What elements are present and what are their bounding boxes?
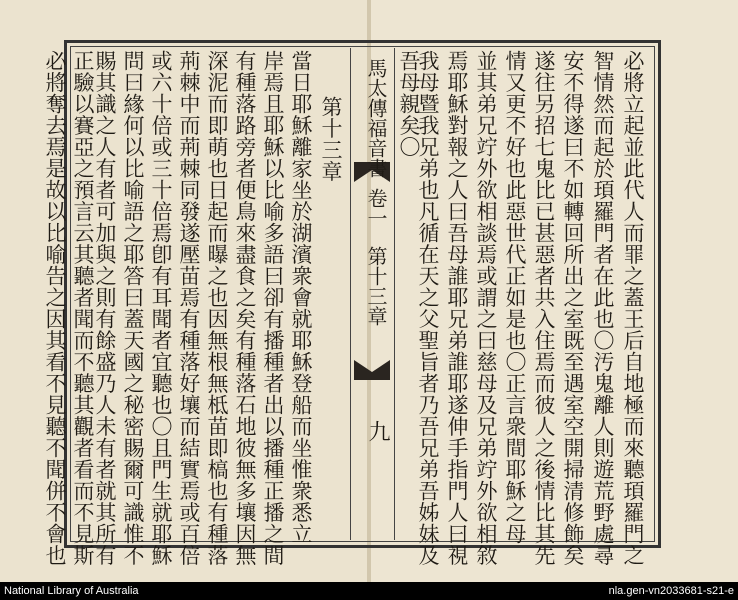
text-column: 岸焉且耶穌以比喻多語曰卻有播種者出以播種正播之間 — [261, 50, 285, 566]
banxin-folio: 九 — [365, 420, 390, 442]
text-column: 有種落路旁者便鳥來盡食之矣有種落石地彼無多壤因無 — [233, 50, 257, 566]
text-column: 並其弟兄竚外欲相談焉或謂之曰慈母及兄弟竚外欲相敘 — [474, 50, 498, 566]
text-column: 安不得遂曰不如轉回所出之室既至遇室空開掃清修飾矣 — [561, 50, 585, 566]
footer-identifier: nla.gen-vn2033681-s21-e — [608, 585, 734, 597]
text-column: 智情然而起於頊羅門者在此也〇汚鬼離人則遊荒野處尋 — [591, 50, 615, 566]
footer-source: National Library of Australia — [4, 585, 139, 597]
text-column: 或六十倍或三十倍焉卽有耳聞者宜聽也〇且門生就耶穌 — [149, 50, 173, 566]
text-column: 正驗以賽亞之預言云其聽者聞而不聽其觀者看而不見斯 — [71, 50, 95, 566]
banxin-chapter: 第十三章 — [364, 246, 388, 326]
text-column: 必將奪去焉是故以比喻告之因其看不見聽不聞併不會也 — [43, 50, 67, 566]
text-column: 問曰緣何以比喻語之耶答曰蓋天國之秘密賜爾可識惟不 — [121, 50, 145, 566]
text-column: 荊棘中而荊棘同發遂壓苗焉有種落好壤而結實焉或百倍 — [177, 50, 201, 566]
text-column: 當日耶穌離家坐於湖濱衆會就耶穌登船而坐惟衆悉立 — [289, 50, 313, 545]
banxin-title: 馬太傳福音書 — [364, 58, 388, 178]
text-column: 賜其識之人有者可加與之則有餘盛乃人未有者就其所有 — [93, 50, 117, 566]
banxin-volume: 卷一 — [364, 188, 388, 228]
text-column: 我母暨我兄弟也凡循在天之父聖旨者乃吾兄弟吾姊妹及 — [416, 50, 440, 566]
footer-bar — [0, 582, 738, 600]
chapter-heading: 第十三章 — [319, 96, 343, 182]
text-column: 焉耶穌對報之人曰吾母誰耶兄弟誰耶遂伸手指門人曰視 — [445, 50, 469, 566]
text-column: 深泥而即萌也日起而曝之也因無根無柢苗即槁也有種落 — [205, 50, 229, 566]
text-column: 遂往另招七鬼比已甚惡者共入住焉而彼人之後情比其先 — [532, 50, 556, 566]
text-column: 吾母親矣〇 — [397, 50, 421, 158]
text-column: 情又更不好也此惡世代正如是也〇正言衆間耶穌之母 — [503, 50, 527, 545]
text-column: 必將立起並此代人而罪之蓋王后自地極而來聽頊羅門之 — [621, 50, 645, 566]
